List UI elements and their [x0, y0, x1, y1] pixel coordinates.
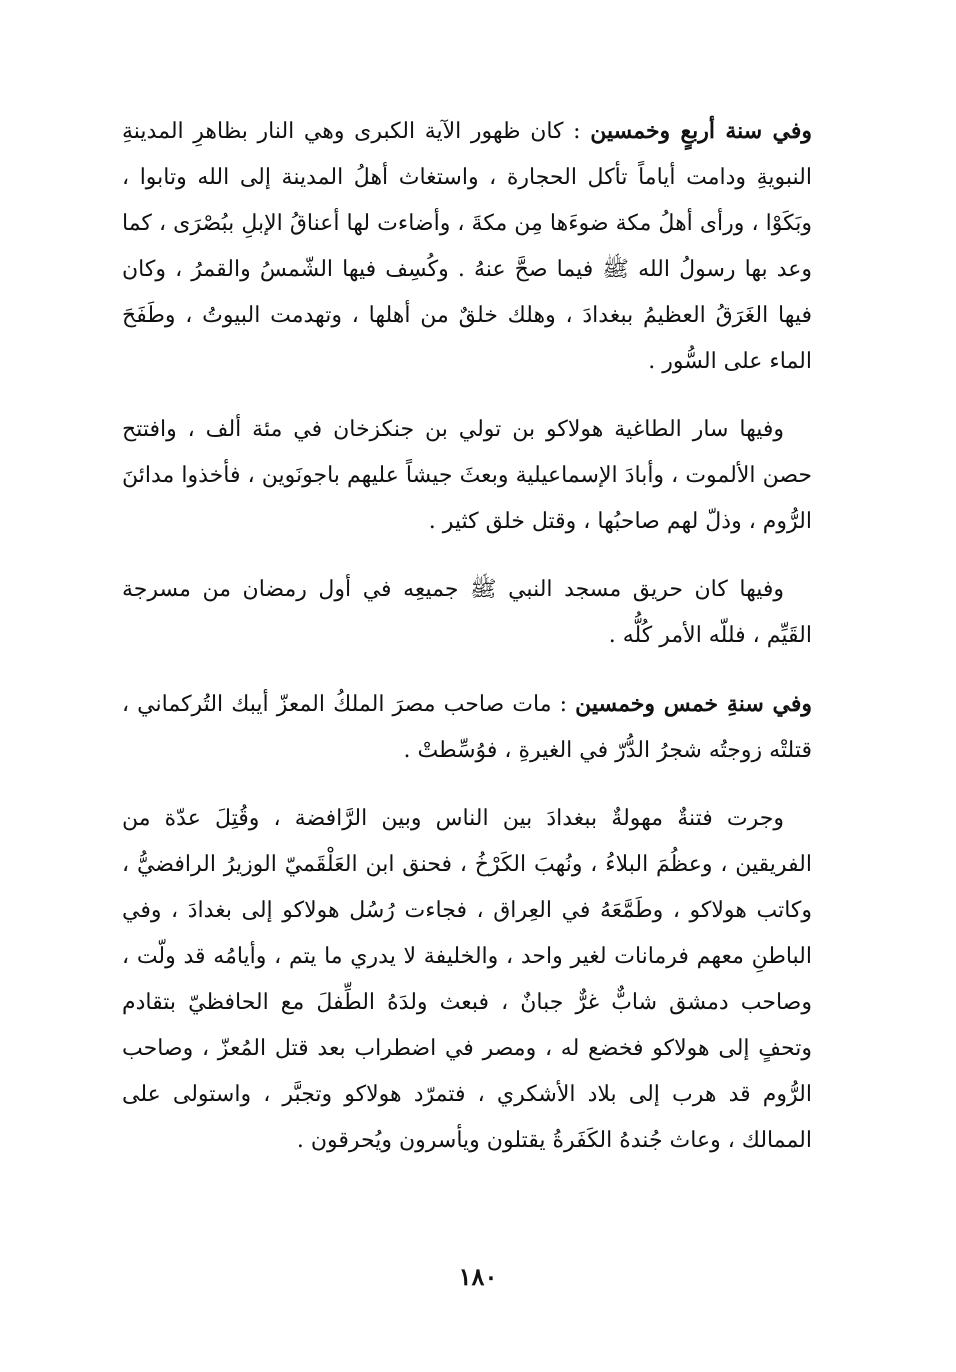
year-heading: وفي سنة أربعٍ وخمسين [590, 118, 812, 144]
paragraph-text: وجرت فتنةٌ مهولةٌ ببغدادَ بين الناس وبين الرَّافضة ، وقُتِلَ عدّة من الفريقين ، وعظُمَ البلاءُ ، ونُهبَ الكَرْخُ ، فحنق ابن العَلْقَميّ الوزيرُ الرافضيُّ ، وكاتب هولاكو ، وطَمَّعَهُ في العِراق ، فجاءت رُسُل هولاكو إلى بغدادَ ، وفي الباطنِ معهم فرمانات لغير واحد ، والخليفة لا يدري ما يتم ، وأيامُه قد ولّت ، وصاحب دمشق شابٌّ غرٌّ جبانٌ ، فبعث ولدَهُ الطِّفلَ مع الحافظيّ بتقادم وتحفٍ إلى هولاكو فخضع له ، ومصر في اضطراب بعد قتل المُعزّ ، وصاحب الرُّوم قد هرب إلى بلاد الأشكري ، فتمرّد هولاكو وتجبَّر ، واستولى على الممالك ، وعاث جُندهُ الكَفَرةُ يقتلون ويأسرون ويُحرقون . [122, 806, 812, 1153]
paragraph-text: : كان ظهور الآية الكبرى وهي النار بظاهرِ المدينةِ النبويةِ ودامت أياماً تأكل الحجارة ، واستغاث أهلُ المدينة إلى الله وتابوا ، وبَكَوْا ، ورأى أهلُ مكة ضوءَها مِن مكةَ ، وأضاءت لها أعناقُ الإبلِ ببُصْرَى ، كما وعد بها رسولُ الله ﷺ فيما صحَّ عنهُ . وكُسِف فيها الشّمسُ والقمرُ ، وكان فيها الغَرَقُ العظيمُ ببغدادَ ، وهلك خلقٌ من أهلها ، وتهدمت البيوتُ ، وطَفَحَ الماء على السُّور . [122, 119, 812, 374]
paragraph-text: وفيها سار الطاغية هولاكو بن تولي بن جنكزخان في مئة ألف ، وافتتح حصن الألموت ، وأبادَ الإسماعيلية وبعثَ جيشاً عليهم باجونَوين ، فأخذوا مدائنَ الرُّوم ، وذلّ لهم صاحبُها ، وقتل خلق كثير . [122, 417, 812, 534]
paragraph-hulagu-march [122, 407, 812, 545]
body-text [122, 108, 812, 1186]
paragraph-text: وفيها كان حريق مسجد النبي ﷺ جميعِه في أول رمضان من مسرجة القَيِّم ، فللّه الأمر كُلُّه . [122, 577, 812, 648]
paragraph-text: : مات صاحب مصرَ الملكُ المعزّ أيبك التُركماني ، قتلتْه زوجتُه شجرُ الدُّرّ في الغيرةِ ، فوُسِّطتْ . [122, 692, 812, 763]
paragraph-year-655 [122, 681, 812, 774]
paragraph-mosque-fire [122, 567, 812, 659]
paragraph-baghdad-strife [122, 796, 812, 1164]
paragraph-year-654 [122, 108, 812, 385]
year-heading: وفي سنةِ خمس وخمسين [575, 691, 812, 717]
page-number: ١٨٠ [458, 1262, 498, 1291]
